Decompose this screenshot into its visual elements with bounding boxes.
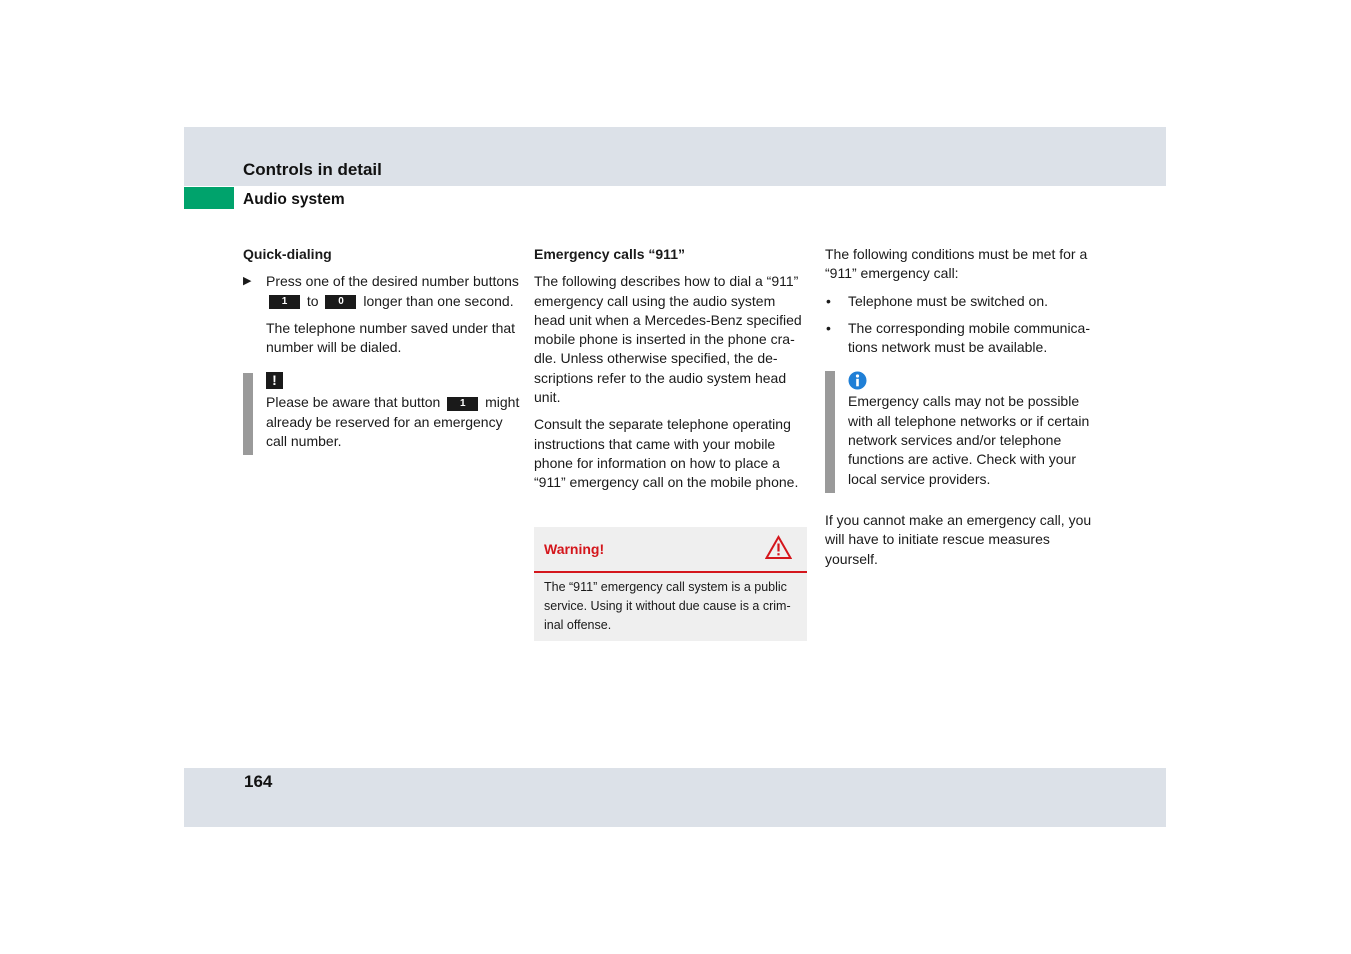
emergency-paragraph-2: Consult the separate telephone operating instructions that came with your mobile phone for information on how to place a “911” emergency call on the mobile phone. bbox=[534, 416, 799, 491]
footer-band bbox=[184, 768, 1166, 827]
sub-title: Audio system bbox=[243, 191, 345, 208]
condition-bullet bbox=[825, 319, 1105, 358]
quick-dialing-step bbox=[243, 272, 521, 311]
info-bar bbox=[825, 371, 835, 493]
note-text bbox=[266, 393, 521, 451]
warning-text: The “911” emergency call system is a public service. Using it without due cause is a criminal offense. bbox=[544, 580, 791, 632]
warning-box bbox=[534, 527, 807, 641]
note-block bbox=[243, 371, 521, 451]
triangle-right-icon: ▶ bbox=[243, 275, 252, 288]
page-number: 164 bbox=[244, 772, 273, 791]
exclamation-icon: ! bbox=[266, 372, 283, 389]
column-quick-dialing bbox=[243, 245, 521, 451]
bullet-icon: • bbox=[826, 319, 831, 336]
note-prefix: Please be aware that button bbox=[266, 394, 441, 411]
step-prefix: Press one of the desired number buttons bbox=[266, 273, 519, 290]
quick-dialing-result: The telephone number saved under that number will be dialed. bbox=[266, 319, 516, 356]
condition-text: Telephone must be switched on. bbox=[848, 292, 1049, 309]
key-1-icon: 1 bbox=[269, 295, 300, 309]
conditions-intro: The following conditions must be met for a “911” emergency call: bbox=[825, 246, 1088, 282]
key-1-icon: 1 bbox=[447, 397, 478, 411]
key-0-icon: 0 bbox=[325, 295, 356, 309]
step-suffix: longer than one second. bbox=[363, 292, 514, 309]
to-word: to bbox=[306, 292, 319, 309]
column-emergency-calls bbox=[534, 245, 807, 501]
condition-text: The corresponding mobile communications network must be available. bbox=[848, 319, 1091, 356]
condition-bullet bbox=[825, 292, 1105, 311]
note-suffix: might already be reserved for an emergency call number. bbox=[266, 394, 520, 450]
bullet-icon: • bbox=[826, 292, 831, 309]
section-title: Controls in detail bbox=[243, 160, 382, 179]
warning-label: Warning! bbox=[544, 541, 605, 557]
emergency-heading: Emergency calls “911” bbox=[534, 246, 685, 262]
info-text: Emergency calls may not be possible with all telephone networks or if certain network services and/or telephone functions are active. Check with your local service providers. bbox=[848, 393, 1090, 487]
closing-text: If you cannot make an emergency call, you will have to initiate rescue measures yourself. bbox=[825, 511, 1092, 567]
section-marker-tab bbox=[184, 187, 234, 209]
warning-triangle-icon bbox=[765, 535, 792, 560]
column-conditions bbox=[825, 245, 1105, 569]
warning-header bbox=[534, 527, 807, 573]
note-bar bbox=[243, 373, 253, 455]
quick-dialing-heading: Quick-dialing bbox=[243, 246, 332, 262]
info-circle-icon bbox=[848, 371, 867, 390]
emergency-paragraph-1: The following describes how to dial a “911” emergency call using the audio system head unit when a Mercedes-Benz specified mobile phone is inserted in the phone cradle. Unless otherwise specified, the descriptions refer to the audio system head unit. bbox=[534, 273, 802, 406]
info-block bbox=[825, 371, 1105, 488]
